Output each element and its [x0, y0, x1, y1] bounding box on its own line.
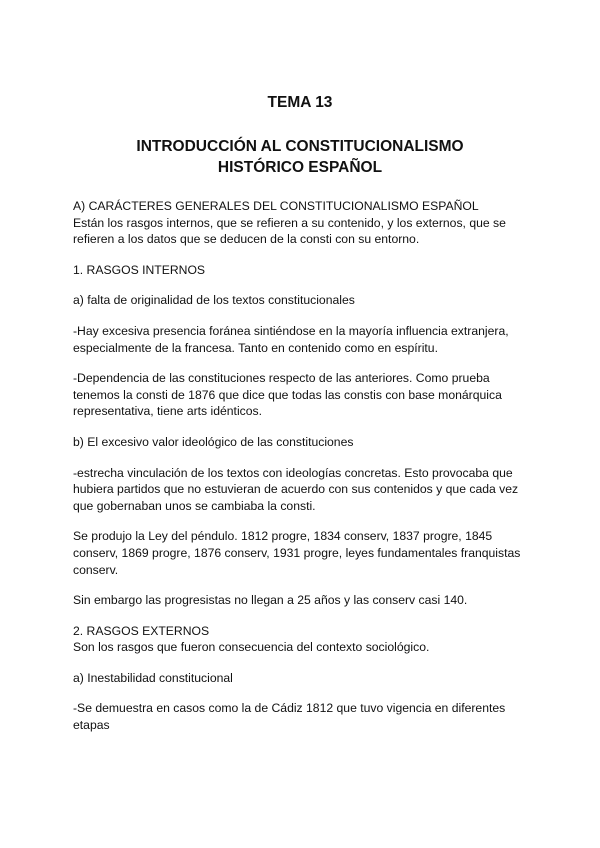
heading-rasgos-externos: 2. RASGOS EXTERNOS — [73, 623, 210, 638]
document-title: TEMA 13 — [267, 94, 333, 111]
subheading-originalidad: a) falta de originalidad de los textos constitucionales — [73, 293, 355, 308]
paragraph-dependencia: -Dependencia de las constituciones respecto de las anteriores. Como prueba tenemos la consti de 1876 que dice que todas las constis con base monárquica representativa, tiene arts idénticos. — [73, 371, 502, 419]
heading-rasgos-internos: 1. RASGOS INTERNOS — [73, 262, 206, 277]
subtitle-line-2: HISTÓRICO ESPAÑOL — [217, 159, 383, 176]
subheading-inestabilidad: a) Inestabilidad constitucional — [73, 670, 233, 685]
paragraph-cadiz: -Se demuestra en casos como la de Cádiz 1812 que tuvo vigencia en diferentes etapas — [73, 701, 506, 733]
subtitle-line-1: INTRODUCCIÓN AL CONSTITUCIONALISMO — [136, 138, 464, 155]
section-a-heading: A) CARÁCTERES GENERALES DEL CONSTITUCIONALISMO ESPAÑOL — [73, 199, 479, 213]
paragraph-foranea: -Hay excesiva presencia foránea sintiéndose en la mayoría influencia extranjera, especialmente de la francesa. Tanto en contenido como en espíritu. — [73, 323, 509, 355]
paragraph-vinculacion: -estrecha vinculación de los textos con ideologías concretas. Esto provocaba que hubiera partidos que no estuvieran de acuerdo con sus contenidos y que cada vez que gobernaban unos se cambiaba la consti. — [73, 465, 519, 513]
heading-rasgos-externos-text: Son los rasgos que fueron consecuencia del contexto sociológico. — [73, 640, 430, 655]
document-subtitle — [0, 136, 600, 178]
paragraph-sin-embargo: Sin embargo las progresistas no llegan a 25 años y las conserv casi 140. — [73, 593, 468, 608]
section-a-text: Están los rasgos internos, que se refieren a su contenido, y los externos, que se refieren a los datos que se deducen de la consti con su entorno. — [73, 215, 506, 247]
subheading-valor-ideologico: b) El excesivo valor ideológico de las constituciones — [73, 434, 354, 449]
paragraph-ley-pendulo: Se produjo la Ley del péndulo. 1812 progre, 1834 conserv, 1837 progre, 1845 conserv, 1869 progre, 1876 conserv, 1931 progre, leyes fundamentales franquistas conserv. — [73, 529, 521, 577]
document-body — [73, 198, 533, 734]
